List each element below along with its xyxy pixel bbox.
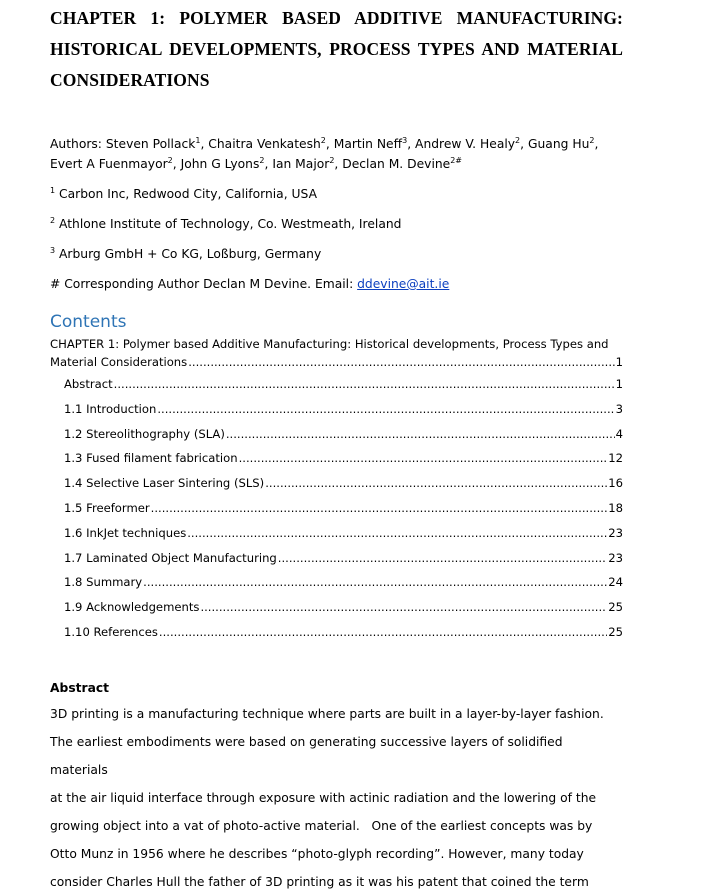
toc-leader-dots xyxy=(159,620,607,645)
toc-leader-dots xyxy=(226,422,615,447)
toc-leader-dots xyxy=(188,353,614,371)
toc-entry[interactable] xyxy=(50,546,623,571)
toc-entry[interactable] xyxy=(50,496,623,521)
toc-leader-dots xyxy=(278,546,607,571)
toc-page-number: 23 xyxy=(608,525,623,540)
toc-page-number: 1 xyxy=(615,355,623,369)
author-affil-mark: 3 xyxy=(402,135,408,145)
author-name: John G Lyons xyxy=(180,157,260,171)
affiliation-text: Athlone Institute of Technology, Co. Westmeath, Ireland xyxy=(59,217,402,231)
author-line-1: Authors: Steven Pollack$^1$, Chaitra Venkatesh$^2$, Martin Neff$^3$, Andrew V. Healy$^2$, Guang Hu$^2$, xyxy=(50,135,599,151)
author-affil-mark: 2# xyxy=(450,155,463,165)
affiliation xyxy=(50,214,623,234)
author-name: Steven Pollack xyxy=(105,137,196,151)
abstract-heading: Abstract xyxy=(50,680,110,695)
toc-leader-dots xyxy=(157,397,614,422)
author-line-2: Evert A Fuenmayor$^2$, John G Lyons$^2$, Ian Major$^2$, Declan M. Devine$^{2\#}$ xyxy=(50,155,463,171)
author-affil-mark: 1 xyxy=(195,135,201,145)
toc-page-number: 25 xyxy=(608,624,623,639)
affiliation-text: Arburg GmbH + Co KG, Loßburg, Germany xyxy=(59,247,322,261)
author-name: Chaitra Venkatesh xyxy=(208,137,321,151)
abstract-line: The earliest embodiments were based on generating successive layers of solidified materials xyxy=(50,734,563,777)
affiliation-mark: 2 xyxy=(50,215,56,225)
toc-entry-label: Abstract xyxy=(64,377,113,391)
toc-entry-label: 1.3 Fused filament fabrication xyxy=(64,451,238,466)
table-of-contents xyxy=(50,335,623,645)
toc-entry[interactable] xyxy=(50,570,623,595)
author-affil-mark: 2 xyxy=(329,155,335,165)
author-list xyxy=(50,134,623,174)
abstract-body xyxy=(50,700,623,896)
toc-page-number: 16 xyxy=(608,476,623,491)
toc-leader-dots xyxy=(239,446,608,471)
toc-entry-chapter[interactable] xyxy=(50,335,623,371)
corresponding-text: # Corresponding Author Declan M Devine. Email: xyxy=(50,277,358,291)
toc-entry-label: 1.2 Stereolithography (SLA) xyxy=(64,426,225,441)
abstract-line: at the air liquid interface through exposure with actinic radiation and the lowering of the xyxy=(50,790,597,805)
affiliation-text: Carbon Inc, Redwood City, California, USA xyxy=(59,187,317,201)
toc-page-number: 12 xyxy=(608,451,623,466)
corresponding-author xyxy=(50,274,623,294)
toc-page-number: 24 xyxy=(608,575,623,590)
author-affil-mark: 2 xyxy=(320,135,326,145)
author-affil-mark: 2 xyxy=(589,135,595,145)
toc-leader-dots xyxy=(187,521,607,546)
authors-prefix: Authors: xyxy=(50,137,102,151)
toc-leader-dots xyxy=(265,471,607,496)
author-name: Guang Hu xyxy=(527,137,590,151)
email-link[interactable]: ddevine@ait.ie xyxy=(357,277,450,291)
author-affil-mark: 2 xyxy=(167,155,173,165)
toc-entry[interactable] xyxy=(50,521,623,546)
abstract-line: 3D printing is a manufacturing technique where parts are built in a layer-by-layer fashion. xyxy=(50,706,604,721)
chapter-title xyxy=(50,3,623,96)
toc-entry-label: 1.1 Introduction xyxy=(64,401,157,416)
toc-entry-label: 1.9 Acknowledgements xyxy=(64,600,200,615)
toc-page-number: 1 xyxy=(615,377,623,391)
toc-entry-label: CHAPTER 1: Polymer based Additive Manufacturing: Historical developments, Process Types and xyxy=(50,337,609,351)
affiliation xyxy=(50,184,623,204)
document-page xyxy=(50,0,623,896)
toc-page-number: 4 xyxy=(615,426,623,441)
toc-entry[interactable] xyxy=(50,446,623,471)
author-name: Evert A Fuenmayor xyxy=(50,157,168,171)
chapter-title-line: HISTORICAL DEVELOPMENTS, PROCESS TYPES AND MATERIAL xyxy=(50,39,623,59)
abstract-line: Otto Munz in 1956 where he describes “photo-glyph recording”. However, many today xyxy=(50,846,584,861)
toc-entry-label: Material Considerations xyxy=(50,355,188,369)
author-name: Andrew V. Healy xyxy=(415,137,516,151)
author-name: Ian Major xyxy=(272,157,330,171)
toc-leader-dots xyxy=(114,372,615,397)
author-name: Declan M. Devine xyxy=(342,157,451,171)
toc-entry[interactable] xyxy=(50,422,623,447)
affiliation-mark: 1 xyxy=(50,185,56,195)
toc-leader-dots xyxy=(200,595,607,620)
abstract-line: growing object into a vat of photo-active material. One of the earliest concepts was by xyxy=(50,818,593,833)
toc-page-number: 18 xyxy=(608,500,623,515)
chapter-title-line: CHAPTER 1: POLYMER BASED ADDITIVE MANUFACTURING: xyxy=(50,8,623,28)
toc-entry-label: 1.4 Selective Laser Sintering (SLS) xyxy=(64,476,265,491)
contents-heading: Contents xyxy=(50,312,127,332)
toc-entry-label: 1.8 Summary xyxy=(64,575,143,590)
toc-page-number: 25 xyxy=(608,600,623,615)
toc-entry[interactable] xyxy=(50,372,623,397)
toc-entry[interactable] xyxy=(50,620,623,645)
toc-entry-label: 1.5 Freeformer xyxy=(64,500,150,515)
toc-entry-label: 1.10 References xyxy=(64,624,158,639)
toc-entry[interactable] xyxy=(50,595,623,620)
author-affil-mark: 2 xyxy=(259,155,265,165)
toc-entry-label: 1.7 Laminated Object Manufacturing xyxy=(64,550,277,565)
affiliation xyxy=(50,244,623,264)
toc-page-number: 23 xyxy=(608,550,623,565)
toc-entry[interactable] xyxy=(50,471,623,496)
toc-leader-dots xyxy=(151,496,608,521)
affiliation-mark: 3 xyxy=(50,245,56,255)
author-name: Martin Neff xyxy=(333,137,403,151)
author-affil-mark: 2 xyxy=(515,135,521,145)
toc-entry-label: 1.6 InkJet techniques xyxy=(64,525,187,540)
toc-page-number: 3 xyxy=(615,401,623,416)
chapter-title-line: CONSIDERATIONS xyxy=(50,70,210,90)
abstract-line: consider Charles Hull the father of 3D printing as it was his patent that coined the term xyxy=(50,874,589,889)
toc-entry[interactable] xyxy=(50,397,623,422)
toc-leader-dots xyxy=(143,570,607,595)
